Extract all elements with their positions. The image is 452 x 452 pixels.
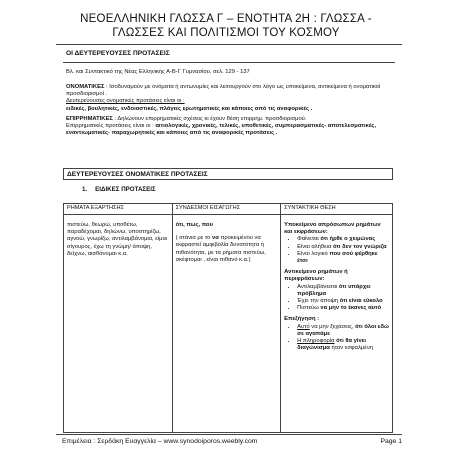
section-heading-nominal-clauses: ΔΕΥΤΕΡΕΥΟΥΣΕΣ ΟΝΟΜΑΤΙΚΕΣ ΠΡΟΤΑΣΕΙΣ xyxy=(63,168,393,180)
subsection-number: 1. xyxy=(82,186,88,193)
column-header-verbs: ΡΗΜΑΤΑ ΕΞΑΡΤΗΣΗΣ xyxy=(64,204,173,215)
reference-note: Βλ. και Συντακτικό της Νέας Ελληνικής Α-Β-Γ Γυμνασίου, σελ. 129 - 137 xyxy=(66,69,250,75)
apposition-examples xyxy=(284,324,389,353)
section-heading-subordinate-clauses: ΟΙ ΔΕΥΤΕΡΕΥΟΥΣΕΣ ΠΡΟΤΑΣΕΙΣ xyxy=(66,50,170,57)
example-clause: ότι είναι εύκολο xyxy=(339,298,383,305)
conjunction-na: να xyxy=(211,235,219,242)
table-row xyxy=(64,215,393,433)
subject-heading: Υποκείμενο απρόσωπων ρημάτων και εκφράσεων: xyxy=(284,222,381,236)
nominal-term: ΟΝΟΜΑΤΙΚΕΣ xyxy=(66,84,105,90)
page-title xyxy=(40,12,412,40)
example-clause: ότι δεν τον γνώριζα xyxy=(332,243,387,250)
adverbial-list: αιτιολογικές, χρονικές, τελικές, υποθετικές, συμπερασματικές- αποτελεσματικές, εναντιωματικές- παραχωρητικές και κάποιες από τις αναφορικές προτάσεις . xyxy=(66,123,377,137)
example-text: Πιστεύω xyxy=(297,305,321,312)
object-examples xyxy=(284,284,389,313)
adverbial-term: ΕΠΙΡΡΗΜΑΤΙΚΕΣ xyxy=(66,116,113,122)
example-text: ήταν εσφαλμένη xyxy=(329,345,373,352)
example-clause: ότι θα γίνει διαγώνισμα xyxy=(297,338,367,352)
conjunctions-note-text: ( στάνια με το xyxy=(175,235,212,242)
list-item xyxy=(297,251,389,265)
example-clause: ότι όλοι εδώ σε αγαπάμε xyxy=(297,323,389,337)
list-item xyxy=(297,284,389,298)
nominal-definition xyxy=(66,84,396,113)
subject-examples xyxy=(284,236,389,265)
conjunctions-note-rest: προκειμένου να εκφραστεί αμφιβολία δυνατότητα ή πιθανότητα, με τα ρήματα πιστεύω, σκέφτομαι , είναι πιθανό κ.α.) xyxy=(175,235,266,263)
table-header-row xyxy=(64,204,393,215)
column-header-conjunctions: ΣΥΝΔΕΣΜΟΙ ΕΙΣΑΓΩΓΗΣ xyxy=(172,204,281,215)
list-item xyxy=(297,305,389,312)
page-footer xyxy=(56,434,402,445)
example-clause: που σού φέρθηκε έτσι xyxy=(297,250,378,265)
title-line-2: ΓΛΩΣΣΕΣ ΚΑΙ ΠΟΛΙΤΙΣΜΟΙ ΤΟΥ ΚΟΣΜΟΥ xyxy=(112,27,340,39)
nominal-text: : Ισοδυναμούν με ονόματα ή αντωνυμίες και λειτουργούν στο λόγο ως υποκείμενα, αντικείμενα ή ονοματικοί προσδιορισμοί . xyxy=(66,84,381,98)
adverbial-text: : Δηλώνουν επιρρηματικές σχέσεις κι έχουν θέση επιρρημ. προσδιορισμού. xyxy=(112,116,307,122)
footer-author: Επιμέλεια : Σερδάκη Ευαγγελία – www.synodoiporos.weebly.com xyxy=(62,438,258,445)
title-line-1: ΝΕΟΕΛΛΗΝΙΚΗ ΓΛΩΣΣΑ Γ – ΕΝΟΤΗΤΑ 2Η : ΓΛΩΣΣΑ - xyxy=(80,13,372,25)
example-text: Είναι λογικό xyxy=(297,250,330,257)
example-text: να μην ξεχάσεις, xyxy=(309,323,356,330)
example-referent: Η πληροφορία xyxy=(297,338,335,345)
list-item xyxy=(297,338,389,352)
example-text: Είναι αλήθεια xyxy=(297,243,333,250)
list-item xyxy=(297,298,389,305)
conjunctions-main: ότι, πως, που xyxy=(175,222,213,228)
verbs-list: πιστεύω, θεωρώ, υποθέτω, παραδέχομαι, δηλώνω, υποστηρίζω, αγνοώ, γνωρίζω, αντιλαμβάνομαι, είμαι σίγουρος, έχω τη γνώμη/ άποψη, δείχνω, αισθάνομαι κ.α. xyxy=(67,222,168,257)
example-text: Αντιλαμβάνεσαι xyxy=(297,283,339,290)
example-text: Φαίνεται xyxy=(297,236,321,243)
example-referent: Αυτό xyxy=(297,323,310,330)
example-clause: ότι υπάρχει πρόβλημα xyxy=(297,283,371,297)
column-header-syntax: ΣΥΝΤΑΚΤΙΚΗ ΘΕΣΗ xyxy=(281,204,393,215)
example-clause: να μην το έκανες αυτό xyxy=(320,305,382,312)
subsection-title: ΕΙΔΙΚΕΣ ΠΡΟΤΑΣΕΙΣ xyxy=(95,186,156,193)
conjunctions-cell xyxy=(172,215,281,433)
subsection-heading xyxy=(82,186,164,193)
adverbial-definition xyxy=(66,116,396,138)
syntax-cell xyxy=(281,215,393,433)
verbs-cell xyxy=(64,215,173,433)
apposition-heading: Επεξήγηση : xyxy=(284,316,320,323)
list-item xyxy=(297,324,389,338)
list-item xyxy=(297,244,389,251)
footer-page-number: Page 1 xyxy=(380,438,402,445)
conjunctions-note xyxy=(176,235,278,264)
declarative-clauses-table xyxy=(63,203,393,433)
list-item xyxy=(297,236,389,243)
example-text: Έχει την άποψη xyxy=(297,298,340,305)
object-heading: Αντικείμενο ρημάτων ή περιφράσεων: xyxy=(284,269,348,283)
nominal-list-label: Δευτερεύουσες ονοματικές προτάσεις είναι οι : xyxy=(66,98,185,105)
example-clause: ότι ήρθε ο χειμώνας xyxy=(320,236,376,243)
title-divider xyxy=(56,44,402,45)
nominal-list: ειδικές, βουλητικές, ενδοιαστικές, πλάγιες ερωτηματικές και κάποιες από τις αναφορικές . xyxy=(66,105,313,112)
adverbial-list-label: Επιρρηματικές προτάσεις είναι οι : xyxy=(66,123,156,130)
section-divider xyxy=(63,62,395,63)
